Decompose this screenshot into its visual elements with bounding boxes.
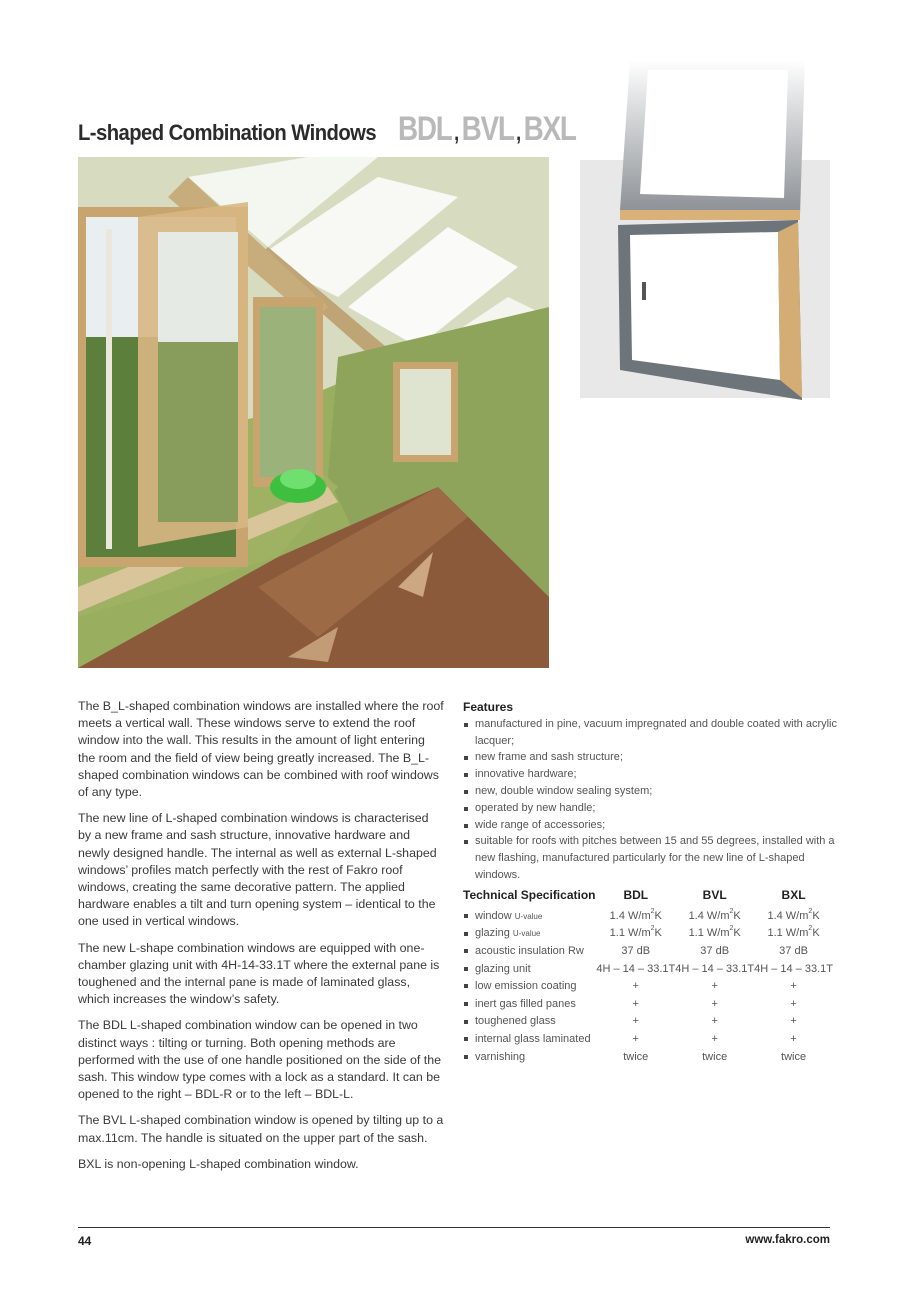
spec-value: 1.4 $W/m^2K$ [688, 907, 741, 922]
spec-value: + [711, 1032, 718, 1045]
spec-value: 37 dB [779, 944, 808, 957]
footer-divider [78, 1227, 830, 1228]
spec-value: 1.1 $W/m^2K$ [609, 925, 662, 940]
spec-value: 1.4 $W/m^2K$ [609, 907, 662, 922]
table-row [463, 1013, 833, 1031]
spec-value: 1.1 $W/m^2K$ [767, 925, 820, 940]
spec-label: low emission coating [463, 977, 596, 995]
spec-label: toughened glass [463, 1013, 596, 1031]
website-link[interactable]: www.fakro.com [745, 1234, 830, 1246]
spec-label: acoustic insulation Rw [463, 942, 596, 960]
spec-value: 1.4 $W/m^2K$ [767, 907, 820, 922]
table-row [463, 960, 833, 978]
body-text [78, 698, 444, 1182]
spec-value: + [632, 980, 639, 993]
spec-section [463, 887, 843, 1065]
title-models [398, 110, 576, 149]
page-number: 44 [78, 1234, 92, 1248]
table-row [463, 1048, 833, 1066]
paragraph: BXL is non-opening L-shaped combination window. [78, 1156, 359, 1171]
model-bxl: BXL [523, 110, 576, 148]
spec-value: + [790, 1032, 797, 1045]
paragraph: The new line of L-shaped combination windows is characterised by a new frame and sash structure, innovative hardware and newly designed handle. The internal as well as external L-shaped windows’ profiles match perfectly with the rest of Fakro roof windows, creating the same decorative pattern. The applied hardware enables a tilt and turn opening system – identical to the one used in vertical windows. [78, 811, 437, 929]
window-product-photo [560, 60, 830, 400]
spec-value: + [711, 980, 718, 993]
spec-value: + [711, 1015, 718, 1028]
spec-value: 4H – 14 – 33.1T [675, 962, 755, 975]
features-heading: Features [463, 700, 514, 714]
list-item: wide range of accessories; [463, 817, 843, 834]
spec-value: 37 dB [700, 944, 730, 957]
features-list [463, 716, 843, 884]
spec-value: + [790, 997, 797, 1010]
model-bdl: BDL [398, 110, 452, 148]
spec-value: + [711, 997, 718, 1010]
spec-value: + [632, 1015, 639, 1028]
spec-col-bdl: BDL [623, 888, 649, 902]
spec-value: + [790, 1015, 797, 1028]
table-row [463, 942, 833, 960]
list-item: new frame and sash structure; [463, 749, 843, 766]
spec-label: varnishing [463, 1048, 596, 1066]
attic-room-photo [78, 157, 549, 668]
list-item: suitable for roofs with pitches between 15 and 55 degrees, installed with a new flashing, manufactured particularly for the new line of L-shaped windows. [463, 833, 843, 883]
model-separator: , [454, 120, 460, 145]
spec-col-bxl: BXL [781, 888, 806, 902]
table-row [463, 925, 833, 943]
model-bvl: BVL [461, 110, 514, 148]
list-item: new, double window sealing system; [463, 783, 843, 800]
spec-label: window U-value [463, 907, 596, 925]
paragraph: The B_L-shaped combination windows are installed where the roof meets a vertical wall. These windows serve to extend the roof window into the wall. This results in the amount of light entering the room and the field of view being greatly increased. The B_L-shaped combination windows can be combined with roof windows of any type. [78, 699, 444, 800]
spec-value: 4H – 14 – 33.1T [754, 962, 833, 975]
page-title [78, 110, 615, 150]
spec-value: + [632, 997, 639, 1010]
spec-table [463, 887, 833, 1065]
spec-label: glazing U-value [463, 925, 596, 943]
spec-value: twice [702, 1050, 728, 1063]
spec-value: + [790, 980, 797, 993]
spec-col-bvl: BVL [702, 888, 727, 902]
title-main: L-shaped Combination Windows [78, 120, 377, 145]
spec-label: glazing unit [463, 960, 596, 978]
table-row [463, 995, 833, 1013]
list-item: manufactured in pine, vacuum impregnated and double coated with acrylic lacquer; [463, 716, 843, 750]
table-row [463, 907, 833, 925]
spec-value: 4H – 14 – 33.1T [596, 962, 676, 975]
spec-label: inert gas filled panes [463, 995, 596, 1013]
list-item: innovative hardware; [463, 766, 843, 783]
list-item: operated by new handle; [463, 800, 843, 817]
spec-value: twice [781, 1050, 807, 1063]
spec-label: internal glass laminated [463, 1030, 596, 1048]
spec-value: 37 dB [621, 944, 651, 957]
spec-sublabel: U-value [512, 929, 541, 939]
spec-heading: Technical Specification [463, 888, 596, 902]
spec-value: 1.1 $W/m^2K$ [688, 925, 741, 940]
paragraph: The BVL L-shaped combination window is opened by tilting up to a max.11cm. The handle is situated on the upper part of the sash. [78, 1113, 444, 1145]
spec-value: twice [623, 1050, 649, 1063]
spec-sublabel: U-value [514, 911, 543, 921]
paragraph: The new L-shape combination windows are equipped with one-chamber glazing unit with 4H-14-33.1T where the external pane is toughened and the internal pane is made of laminated glass, which increases the window’s safety. [78, 940, 440, 1007]
table-row [463, 977, 833, 995]
features-section [463, 699, 843, 884]
table-row [463, 1030, 833, 1048]
model-separator: , [516, 120, 522, 145]
paragraph: The BDL L-shaped combination window can be opened in two distinct ways : tilting or turning. Both opening methods are performed with the use of one handle positioned on the side of the sash. This window type comes with a lock as a standard. It can be opened to the right – BDL-R or to the left – BDL-L. [78, 1018, 442, 1102]
spec-value: + [632, 1032, 639, 1045]
spec-header-row [463, 887, 833, 907]
